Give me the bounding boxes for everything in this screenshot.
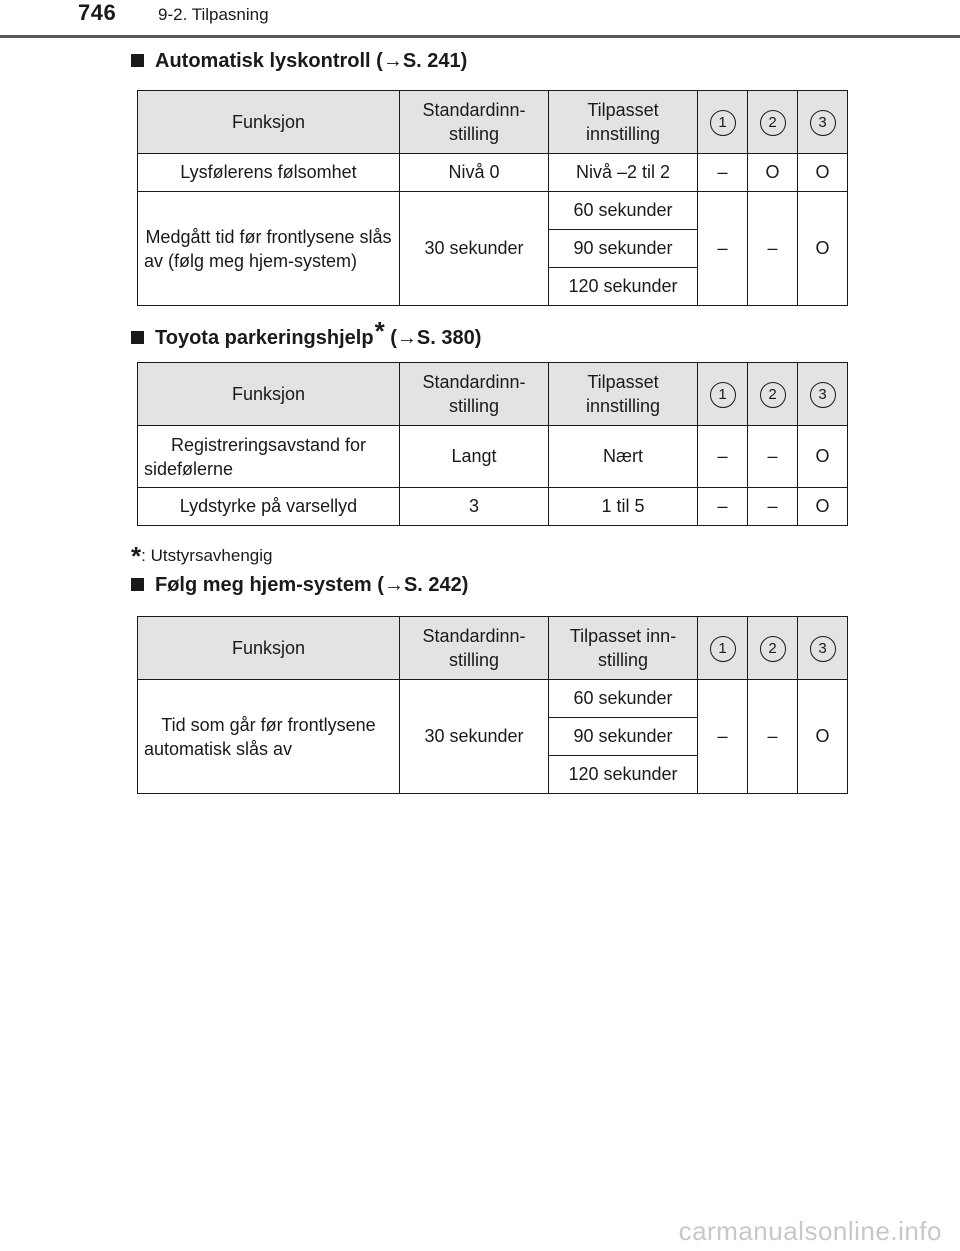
table-row xyxy=(138,192,848,230)
cell-c3: O xyxy=(798,154,848,192)
cell-function: Lydstyrke på varsellyd xyxy=(138,488,400,526)
cell-c3: O xyxy=(798,488,848,526)
table-header-row xyxy=(138,91,848,154)
table-auto-light xyxy=(137,90,848,306)
header-default: Standardinn-stilling xyxy=(400,617,549,680)
circled-1-icon: 1 xyxy=(710,636,736,662)
cell-c2: – xyxy=(748,426,798,488)
arrow-right-icon: → xyxy=(382,50,403,72)
circled-2-icon: 2 xyxy=(760,636,786,662)
header-col-3 xyxy=(798,91,848,154)
cell-custom-option: 90 sekunder xyxy=(549,718,698,756)
page-reference: S. 241) xyxy=(402,50,468,72)
arrow-right-icon: → xyxy=(396,327,417,349)
cell-custom: Nært xyxy=(549,426,698,488)
page-number: 746 xyxy=(78,0,117,25)
cell-default: Nivå 0 xyxy=(400,154,549,192)
square-bullet-icon xyxy=(131,578,144,591)
footnote xyxy=(131,537,273,571)
section-title-follow-me-home: Følg meg hjem-system (→S. 242) xyxy=(131,574,468,597)
cell-custom-option: 90 sekunder xyxy=(549,230,698,268)
circled-1-icon: 1 xyxy=(710,110,736,136)
table-row xyxy=(138,488,848,526)
table-row xyxy=(138,426,848,488)
header-col-3 xyxy=(798,363,848,426)
circled-3-icon: 3 xyxy=(810,636,836,662)
table-row xyxy=(138,680,848,718)
cell-function: Registreringsavstand for sidefølerne xyxy=(138,426,400,488)
footnote-text: : Utstyrsavhengig xyxy=(141,546,273,565)
cell-custom: 1 til 5 xyxy=(549,488,698,526)
table-parking-aid xyxy=(137,362,848,526)
circled-2-icon: 2 xyxy=(760,110,786,136)
cell-c2: – xyxy=(748,192,798,306)
cell-custom: Nivå –2 til 2 xyxy=(549,154,698,192)
cell-c1: – xyxy=(698,426,748,488)
cell-default: 3 xyxy=(400,488,549,526)
header-col-1 xyxy=(698,617,748,680)
chapter-title: 9-2. Tilpasning xyxy=(158,5,269,24)
cell-custom-option: 60 sekunder xyxy=(549,192,698,230)
header-function: Funksjon xyxy=(138,617,400,680)
cell-custom-option: 60 sekunder xyxy=(549,680,698,718)
cell-c1: – xyxy=(698,488,748,526)
cell-c1: – xyxy=(698,192,748,306)
cell-default: 30 sekunder xyxy=(400,192,549,306)
cell-function: Medgått tid før frontlysene slås av (følg meg hjem-system) xyxy=(138,192,400,306)
cell-custom-option: 120 sekunder xyxy=(549,268,698,306)
header-default: Standardinn-stilling xyxy=(400,91,549,154)
section-title-parking-aid: Toyota parkeringshjelp* (→S. 380) xyxy=(131,320,481,351)
page-reference: S. 242) xyxy=(403,574,469,596)
header-function: Funksjon xyxy=(138,363,400,426)
arrow-right-icon: → xyxy=(383,574,404,596)
cell-default: Langt xyxy=(400,426,549,488)
header-default: Standardinn-stilling xyxy=(400,363,549,426)
header-col-2 xyxy=(748,363,798,426)
cell-function: Tid som går før frontlysene automatisk slås av xyxy=(138,680,400,794)
circled-3-icon: 3 xyxy=(810,110,836,136)
header-col-2 xyxy=(748,617,798,680)
asterisk-footnote-mark: * xyxy=(374,316,385,346)
cell-c3: O xyxy=(798,426,848,488)
cell-c1: – xyxy=(698,680,748,794)
header-col-3 xyxy=(798,617,848,680)
table-follow-me-home xyxy=(137,616,848,794)
cell-c2: – xyxy=(748,680,798,794)
asterisk-footnote-mark: * xyxy=(131,541,142,571)
page-reference: S. 380) xyxy=(416,327,482,349)
cell-custom-option: 120 sekunder xyxy=(549,756,698,794)
header-custom: Tilpasset innstilling xyxy=(549,91,698,154)
header-col-1 xyxy=(698,363,748,426)
header-rule xyxy=(0,35,960,38)
table-header-row xyxy=(138,363,848,426)
watermark: carmanualsonline.info xyxy=(678,1216,942,1246)
cell-c3: O xyxy=(798,680,848,794)
cell-function: Lysfølerens følsomhet xyxy=(138,154,400,192)
table-row xyxy=(138,154,848,192)
cell-c1: – xyxy=(698,154,748,192)
cell-c2: – xyxy=(748,488,798,526)
table-header-row xyxy=(138,617,848,680)
header-custom: Tilpasset inn-stilling xyxy=(549,617,698,680)
header-col-2 xyxy=(748,91,798,154)
header-custom: Tilpasset innstilling xyxy=(549,363,698,426)
square-bullet-icon xyxy=(131,331,144,344)
cell-c2: O xyxy=(748,154,798,192)
circled-3-icon: 3 xyxy=(810,382,836,408)
header-function: Funksjon xyxy=(138,91,400,154)
square-bullet-icon xyxy=(131,54,144,67)
page-header xyxy=(0,0,960,40)
circled-2-icon: 2 xyxy=(760,382,786,408)
section-title-auto-light: Automatisk lyskontroll (→S. 241) xyxy=(131,50,467,73)
header-col-1 xyxy=(698,91,748,154)
cell-c3: O xyxy=(798,192,848,306)
cell-default: 30 sekunder xyxy=(400,680,549,794)
circled-1-icon: 1 xyxy=(710,382,736,408)
